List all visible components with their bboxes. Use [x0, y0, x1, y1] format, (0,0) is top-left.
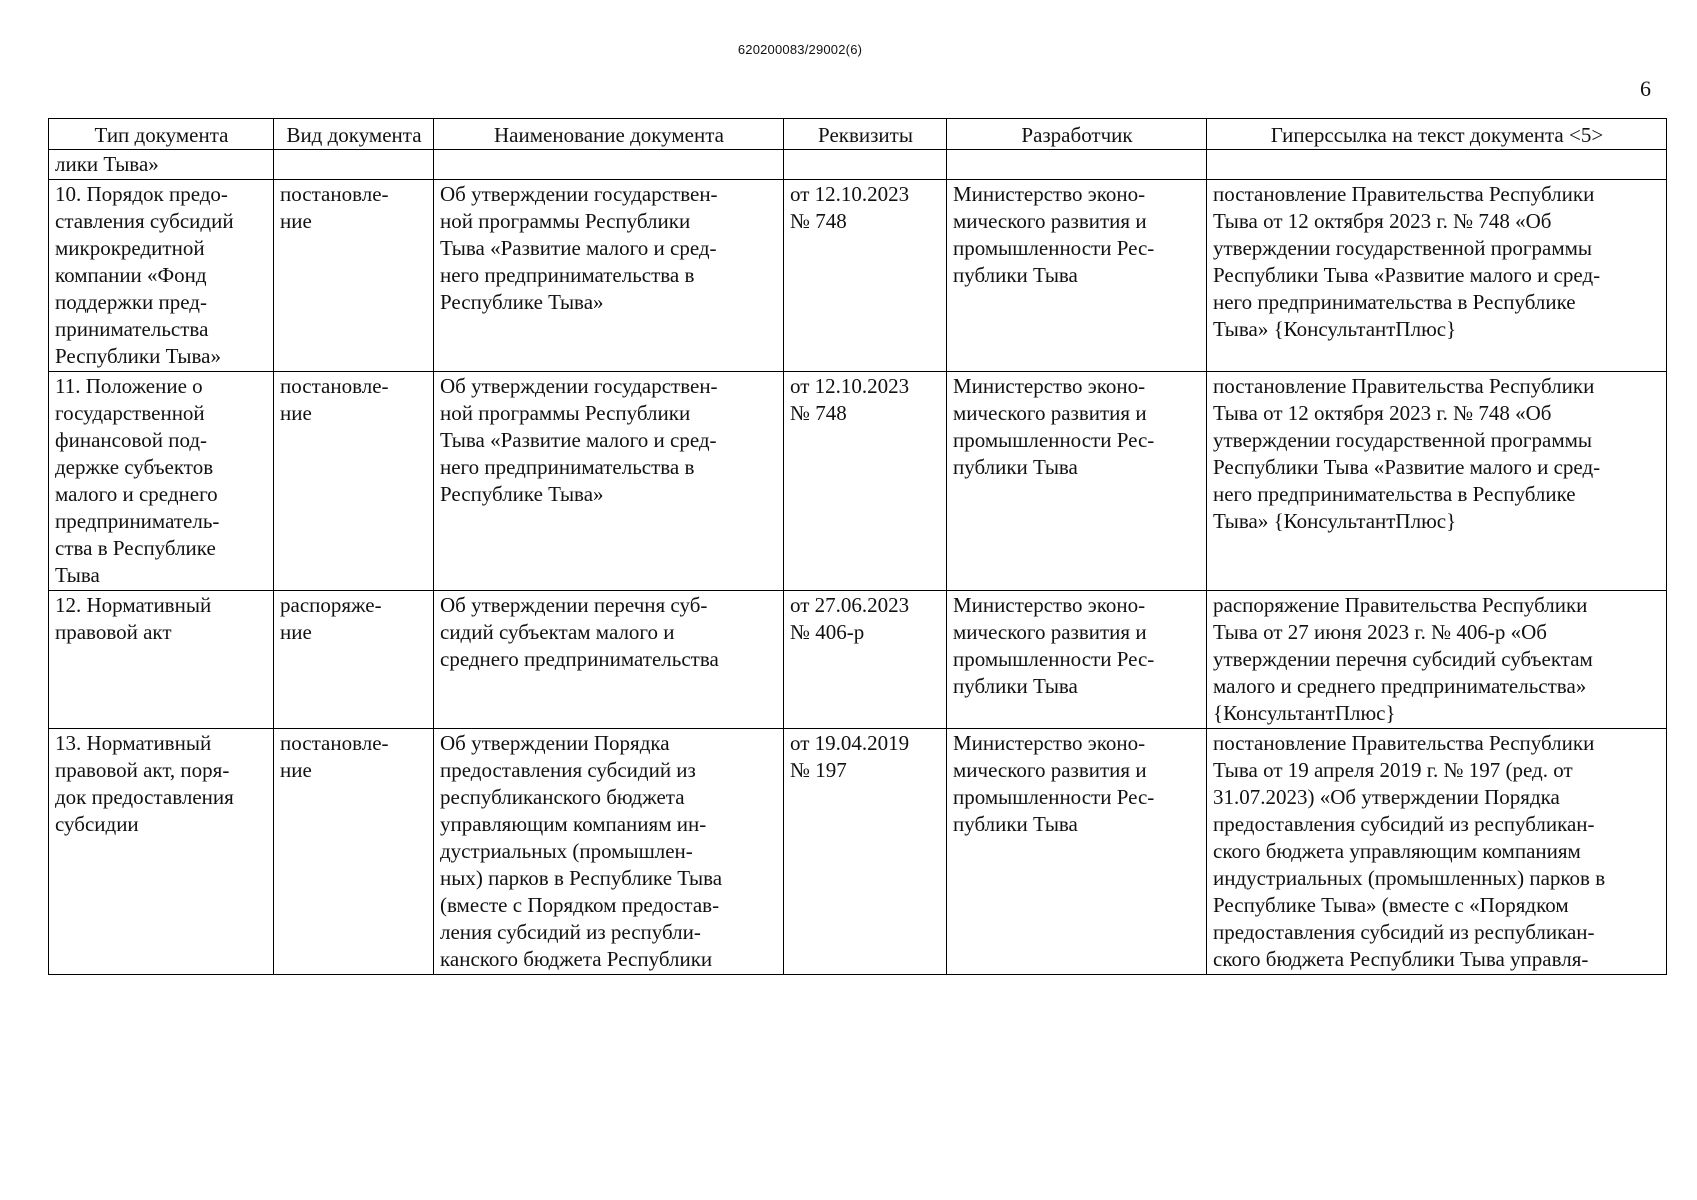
cell-doc-name	[434, 150, 784, 180]
cell-requisites: от 12.10.2023 № 748	[784, 180, 947, 372]
table-row	[49, 729, 1667, 975]
cell-developer: Министерство эконо- мического развития и промышленности Рес- публики Тыва	[947, 591, 1207, 729]
cell-doc-type: 10. Порядок предо- ставления субсидий микрокредитной компании «Фонд поддержки пред- принимательства Республики Тыва»	[49, 180, 274, 372]
header-doc-name: Наименование документа	[434, 119, 784, 150]
cell-doc-name: Об утверждении государствен- ной программы Республики Тыва «Развитие малого и сред- него предпринимательства в Республике Тыва»	[434, 180, 784, 372]
cell-requisites: от 12.10.2023 № 748	[784, 372, 947, 591]
cell-doc-type: 12. Нормативный правовой акт	[49, 591, 274, 729]
cell-doc-name: Об утверждении Порядка предоставления субсидий из республиканского бюджета управляющим компаниям ин- дустриальных (промышлен- ных) парков в Республике Тыва (вместе с Порядком предостав- ления субсидий из республи- канского бюджета Республики	[434, 729, 784, 975]
cell-developer	[947, 150, 1207, 180]
table-row	[49, 591, 1667, 729]
cell-requisites	[784, 150, 947, 180]
documents-table	[48, 118, 1667, 975]
cell-requisites: от 19.04.2019 № 197	[784, 729, 947, 975]
cell-hyperlink: постановление Правительства Республики Тыва от 12 октября 2023 г. № 748 «Об утверждении государственной программы Республики Тыва «Развитие малого и сред- него предпринимательства в Республике Тыва» {КонсультантПлюс}	[1207, 180, 1667, 372]
header-hyperlink: Гиперссылка на текст документа <5>	[1207, 119, 1667, 150]
cell-developer: Министерство эконо- мического развития и промышленности Рес- публики Тыва	[947, 372, 1207, 591]
table-row	[49, 372, 1667, 591]
table-row	[49, 150, 1667, 180]
cell-doc-type: лики Тыва»	[49, 150, 274, 180]
cell-developer: Министерство эконо- мического развития и промышленности Рес- публики Тыва	[947, 180, 1207, 372]
cell-hyperlink: постановление Правительства Республики Тыва от 12 октября 2023 г. № 748 «Об утверждении государственной программы Республики Тыва «Развитие малого и сред- него предпринимательства в Республике Тыва» {КонсультантПлюс}	[1207, 372, 1667, 591]
cell-doc-type: 11. Положение о государственной финансовой под- держке субъектов малого и среднего предприниматель- ства в Республике Тыва	[49, 372, 274, 591]
table-row	[49, 180, 1667, 372]
cell-doc-kind: распоряже- ние	[274, 591, 434, 729]
cell-doc-kind: постановле- ние	[274, 729, 434, 975]
document-id: 620200083/29002(6)	[737, 42, 863, 57]
cell-doc-name: Об утверждении перечня суб- сидий субъектам малого и среднего предпринимательства	[434, 591, 784, 729]
cell-hyperlink	[1207, 150, 1667, 180]
cell-doc-type: 13. Нормативный правовой акт, поря- док предоставления субсидии	[49, 729, 274, 975]
cell-hyperlink: постановление Правительства Республики Тыва от 19 апреля 2019 г. № 197 (ред. от 31.07.2023) «Об утверждении Порядка предоставления субсидий из республикан- ского бюджета управляющим компаниям индустриальных (промышленных) парков в Республике Тыва» (вместе с «Порядком предоставления субсидий из республикан- ского бюджета Республики Тыва управля-	[1207, 729, 1667, 975]
table-header-row	[49, 119, 1667, 150]
cell-doc-kind: постановле- ние	[274, 180, 434, 372]
cell-doc-kind	[274, 150, 434, 180]
cell-requisites: от 27.06.2023 № 406-р	[784, 591, 947, 729]
page-number: 6	[1640, 76, 1651, 101]
cell-doc-name: Об утверждении государствен- ной программы Республики Тыва «Развитие малого и сред- него предпринимательства в Республике Тыва»	[434, 372, 784, 591]
cell-developer: Министерство эконо- мического развития и промышленности Рес- публики Тыва	[947, 729, 1207, 975]
cell-doc-kind: постановле- ние	[274, 372, 434, 591]
header-developer: Разработчик	[947, 119, 1207, 150]
header-doc-type: Тип документа	[49, 119, 274, 150]
header-requisites: Реквизиты	[784, 119, 947, 150]
cell-hyperlink: распоряжение Правительства Республики Тыва от 27 июня 2023 г. № 406-р «Об утверждении перечня субсидий субъектам малого и среднего предпринимательства» {КонсультантПлюс}	[1207, 591, 1667, 729]
header-doc-kind: Вид документа	[274, 119, 434, 150]
